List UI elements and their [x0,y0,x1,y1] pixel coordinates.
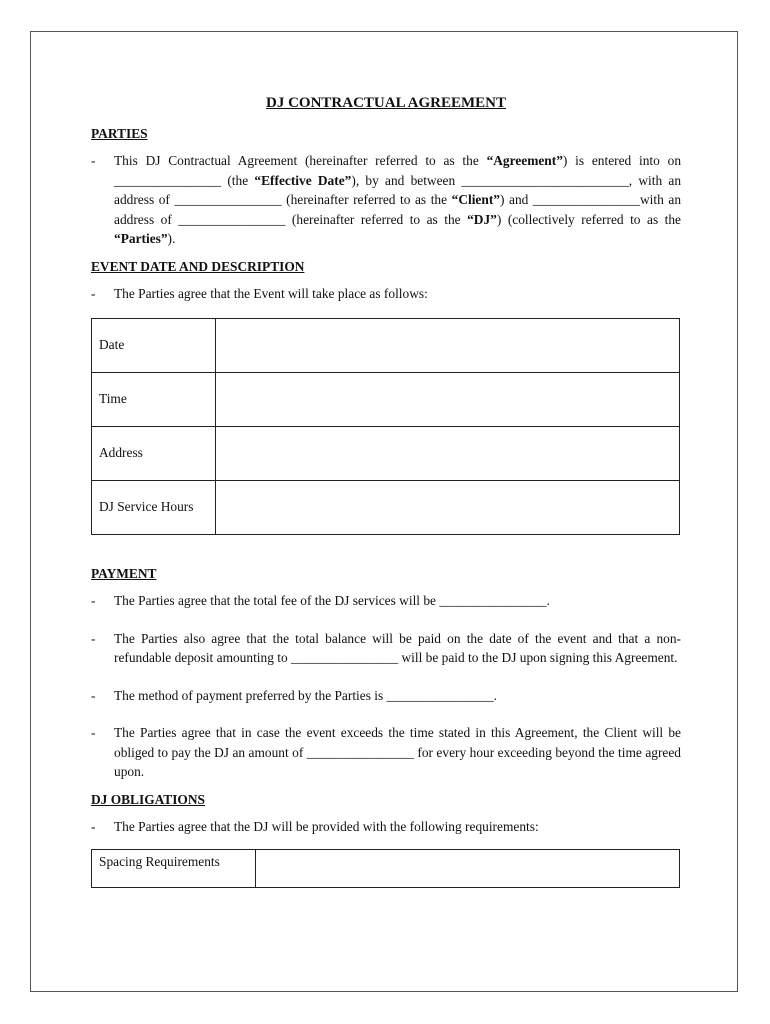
bullet-dash: - [91,593,96,608]
event-intro [91,284,681,304]
payment-item [91,629,681,668]
event-hours-label: DJ Service Hours [92,480,216,534]
client-term: “Client” [451,192,500,207]
payment-item-text: The method of payment preferred by the Parties is ________________. [114,687,498,703]
event-date-label: Date [92,318,216,372]
event-time-value[interactable] [216,372,680,426]
obligations-heading: DJ OBLIGATIONS [91,791,205,807]
payment-heading: PAYMENT [91,565,157,581]
event-address-value[interactable] [216,426,680,480]
table-row [92,480,680,534]
document-page [30,31,738,992]
payment-item [91,591,681,611]
parties-text-1: This DJ Contractual Agreement (hereinafter referred to as the [114,153,487,168]
spacing-requirements-value[interactable] [256,849,680,887]
bullet-dash: - [91,286,96,301]
parties-text-5: ) (collectively referred to as the [496,211,681,227]
parties-text-6: ). [167,231,176,246]
event-address-label: Address [92,426,216,480]
effective-date-term: “Effective Date” [254,172,352,188]
payment-item [91,686,681,706]
parties-text-4: ) and ________________with an address of ________________ (hereinafter referred to as the [114,192,682,227]
obligations-table [91,849,680,888]
obligations-intro-text: The Parties agree that the DJ will be provided with the following requirements: [114,819,539,834]
table-row [92,372,680,426]
payment-item-text: The Parties agree that the total fee of the DJ services will be ________________. [114,593,550,608]
event-date-value[interactable] [216,318,680,372]
payment-item-text: The Parties also agree that the total balance will be paid on the date of the event and that a non-refundable deposit amounting to ________________ will be paid to the DJ upon signing this Agreement. [114,630,681,665]
parties-paragraph [91,151,681,249]
obligations-intro [91,817,681,837]
document-title: DJ CONTRACTUAL AGREEMENT [265,95,507,111]
parties-term: “Parties” [114,231,168,246]
event-table [91,318,680,535]
parties-text-3: ), by and between _________________________, with an address of ________________ (hereinafter referred to as the [114,172,682,207]
bullet-dash: - [91,153,96,168]
parties-text-2: ) is entered into on ________________ (the [114,153,682,188]
event-intro-text: The Parties agree that the Event will take place as follows: [114,286,428,301]
parties-heading: PARTIES [91,125,148,141]
document-content [91,94,681,888]
event-heading: EVENT DATE AND DESCRIPTION [91,258,305,274]
event-hours-value[interactable] [216,480,680,534]
table-row [92,318,680,372]
bullet-dash: - [91,725,96,740]
payment-item-text: The Parties agree that in case the event exceeds the time stated in this Agreement, the Client will be obliged to pay the DJ an amount of ________________ for every hour exceeding beyond the time agreed upon. [114,725,681,779]
payment-item [91,723,681,782]
bullet-dash: - [91,819,96,834]
event-time-label: Time [92,372,216,426]
bullet-dash: - [91,687,96,703]
table-row [92,849,680,887]
table-row [92,426,680,480]
spacing-requirements-label: Spacing Requirements [92,849,256,887]
dj-term: “DJ” [467,211,497,227]
agreement-term: “Agreement” [486,153,563,168]
bullet-dash: - [91,630,96,646]
